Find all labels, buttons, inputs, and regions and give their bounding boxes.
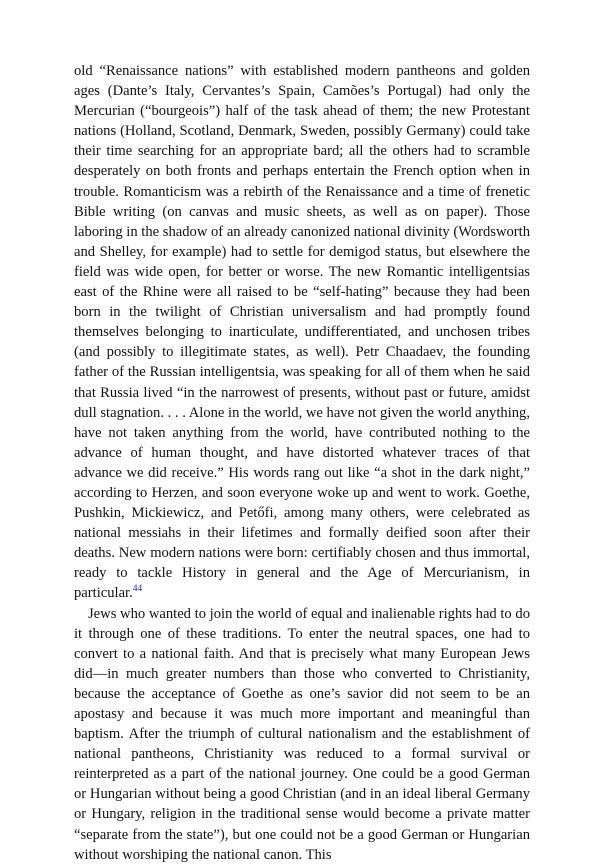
paragraph (74, 604, 530, 865)
paragraph (74, 61, 530, 604)
footnote-reference[interactable]: 44 (132, 584, 143, 595)
paragraph-text: Jews who wanted to join the world of equal and inalienable rights had to do it through one of these traditions. To enter the neutral spaces, one had to convert to a national faith. And that is precisely what many European Jews did—in much greater numbers than those who converted to Christianity, because the acceptance of Goethe as one’s savior did not seem to be an apostasy and because it was much more important and meaningful than baptism. After the triumph of cultural nationalism and the establishment of national pantheons, Christianity was reduced to a formal survival or reinterpreted as a part of the national journey. One could be a good German or Hungarian without being a good Christian (and in an ideal liberal Germany or Hungary, religion in the traditional sense would become a private matter “separate from the state”), but one could not be a good German or Hungarian without worshiping the national canon. This (74, 605, 530, 863)
paragraph-text: old “Renaissance nations” with established modern pantheons and golden ages (Dante’s Italy, Cervantes’s Spain, Camões’s Portugal) had only the Mercurian (“bourgeois”) half of the task ahead of them; the new Protestant nations (Holland, Scotland, Denmark, Sweden, possibly Germany) could take their time searching for an appropriate bard; all the others had to scramble desperately on both fronts and perhaps entertain the French option when in trouble. Romanticism was a rebirth of the Renaissance and a time of frenetic Bible writing (on canvas and music sheets, as well as on paper). Those laboring in the shadow of an already canonized national divinity (Wordsworth and Shelley, for example) had to settle for demigod status, but elsewhere the field was wide open, for better or worse. The new Romantic intelligentsias east of the Rhine were all raised to be “self-hating” because they had been born in the twilight of Christian universalism and had promptly found themselves belonging to inarticulate, undifferentiated, and unchosen tribes (and possibly to illegitimate states, as well). Petr Chaadaev, the founding father of the Russian intelligentsia, was speaking for all of them when he said that Russia lived “in the narrowest of presents, without past or future, amidst dull stagnation. . . . Alone in the world, we have not given the world anything, have not taken anything from the world, have contributed nothing to the advance of human thought, and have distorted whatever traces of that advance we did receive.” His words rang out like “a shot in the dark night,” according to Herzen, and soon everyone woke up and went to work. Goethe, Pushkin, Mickiewicz, and Petőfi, among many others, were celebrated as national messiahs in their lifetimes and formally deified soon after their deaths. New modern nations were born: certifiably chosen and thus immortal, ready to tackle History in general and the Age of Mercurianism, in particular. (74, 63, 530, 602)
page-body (74, 61, 530, 865)
